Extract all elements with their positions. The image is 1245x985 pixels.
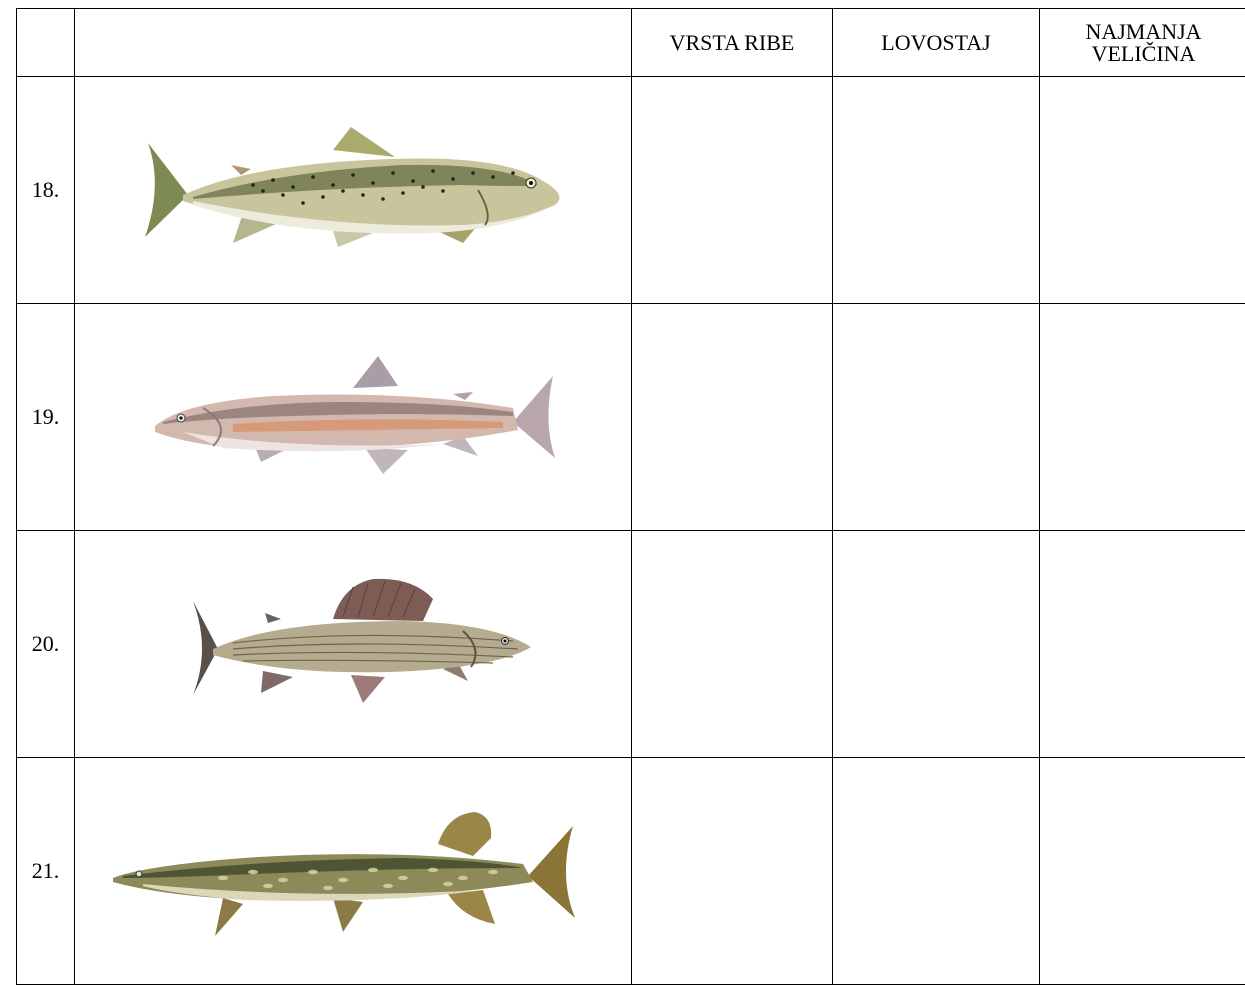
vrsta-ribe-cell[interactable] (632, 758, 833, 985)
fish-species-table (16, 8, 1245, 985)
lovostaj-cell[interactable] (833, 304, 1040, 531)
row-number: 19. (17, 304, 75, 531)
row-number: 20. (17, 531, 75, 758)
fish-image-cell (75, 304, 632, 531)
fish-image-cell (75, 77, 632, 304)
fish-image-cell (75, 758, 632, 985)
fish-image-cell (75, 531, 632, 758)
najmanja-velicina-cell[interactable] (1040, 758, 1245, 985)
header-number (17, 9, 75, 77)
vrsta-ribe-cell[interactable] (632, 77, 833, 304)
table-row (17, 77, 1245, 304)
najmanja-velicina-cell[interactable] (1040, 304, 1245, 531)
grayling-fish-icon (153, 559, 553, 729)
pike-fish-icon (103, 786, 603, 956)
najmanja-velicina-cell[interactable] (1040, 531, 1245, 758)
lovostaj-cell[interactable] (833, 531, 1040, 758)
table-row (17, 758, 1245, 985)
lovostaj-cell[interactable] (833, 758, 1040, 985)
lovostaj-cell[interactable] (833, 77, 1040, 304)
char-fish-icon (143, 352, 563, 482)
table-row (17, 304, 1245, 531)
header-image (75, 9, 632, 77)
header-vrsta-ribe: VRSTA RIBE (632, 9, 833, 77)
vrsta-ribe-cell[interactable] (632, 304, 833, 531)
vrsta-ribe-cell[interactable] (632, 531, 833, 758)
header-najmanja-velicina-line1: NAJMANJA (1085, 19, 1201, 44)
row-number: 21. (17, 758, 75, 985)
header-najmanja-velicina (1040, 9, 1245, 77)
najmanja-velicina-cell[interactable] (1040, 77, 1245, 304)
header-row (17, 9, 1245, 77)
trout-fish-icon (133, 125, 573, 255)
header-najmanja-velicina-line2: VELIČINA (1092, 41, 1196, 66)
header-lovostaj: LOVOSTAJ (833, 9, 1040, 77)
table-row (17, 531, 1245, 758)
row-number: 18. (17, 77, 75, 304)
